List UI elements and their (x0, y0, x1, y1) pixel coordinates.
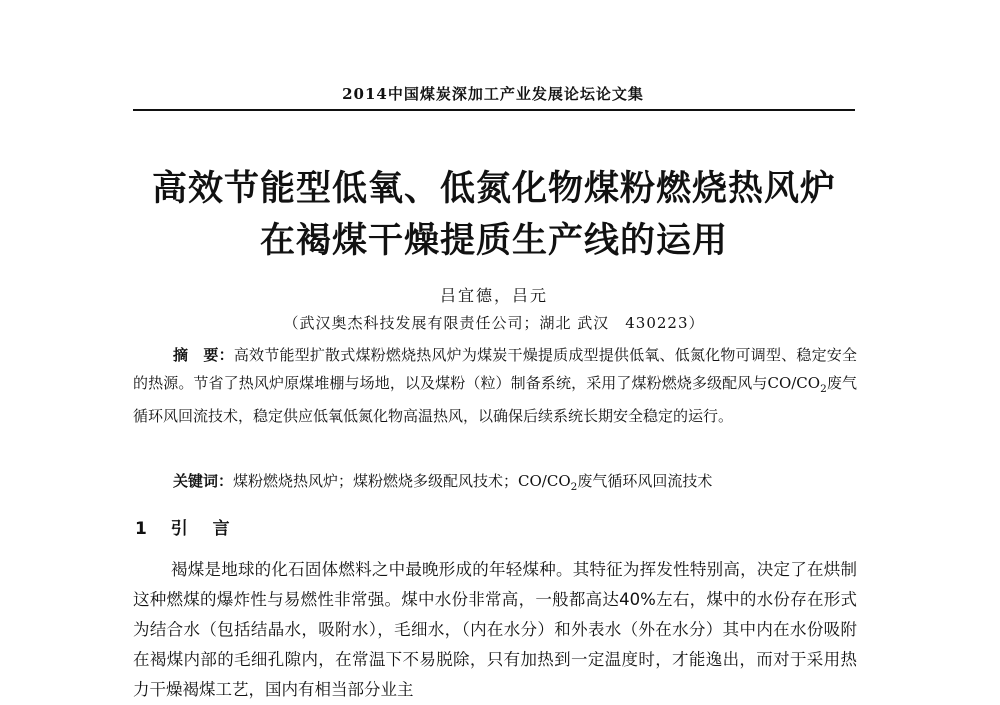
keywords-text-a: 煤粉燃烧热风炉；煤粉燃烧多级配风技术；CO/CO (233, 472, 571, 490)
abstract-label: 摘 要： (173, 346, 234, 364)
keywords-subscript: 2 (570, 481, 578, 493)
title-line-1: 高效节能型低氧、低氮化物煤粉燃烧热风炉 (151, 169, 836, 209)
section-number: 1 (135, 519, 151, 539)
authors: 吕宜德，吕元 (439, 286, 548, 305)
keywords-text-b: 废气循环风回流技术 (577, 472, 713, 490)
title-line-2: 在褐煤干燥提质生产线的运用 (259, 221, 728, 261)
running-header: 2014中国煤炭深加工产业发展论坛论文集 (342, 85, 644, 103)
keywords (173, 468, 863, 501)
body-paragraph: 褐煤是地球的化石固体燃料之中最晚形成的年轻煤种。其特征为挥发性特别高，决定了在烘制这种燃煤的爆炸性与易燃性非常强。煤中水份非常高，一般都高达40%左右，煤中的水份存在形式为结合水（包括结晶水，吸附水），毛细水，（内在水分）和外表水（外在水分）其中内在水份吸附在褐煤内部的毛细孔隙内，在常温下不易脱除，只有加热到一定温度时，才能逸出，而对于采用热力干燥褐煤工艺，国内有相当部分业主 (133, 560, 857, 699)
header-rule (133, 109, 855, 111)
section-title: 引 言 (170, 519, 234, 539)
keywords-label: 关键词： (173, 472, 234, 490)
abstract-text-b: 废气循环风回流技术，稳定供应低氧低氮化物高温热风，以确保后续系统长期安全稳定的运行。 (133, 373, 857, 425)
abstract (133, 342, 857, 431)
paper-title (133, 163, 855, 267)
section-heading (135, 514, 234, 539)
abstract-subscript: 2 (820, 382, 827, 395)
affiliation: （武汉奥杰科技发展有限责任公司；湖北 武汉 430223） (283, 314, 705, 332)
abstract-text-a: 高效节能型扩散式煤粉燃烧热风炉为煤炭干燥提质成型提供低氧、低氮化物可调型、稳定安全的热源。节省了热风炉原煤堆棚与场地，以及煤粉（粒）制备系统，采用了煤粉燃烧多级配风与CO/CO (133, 346, 857, 392)
